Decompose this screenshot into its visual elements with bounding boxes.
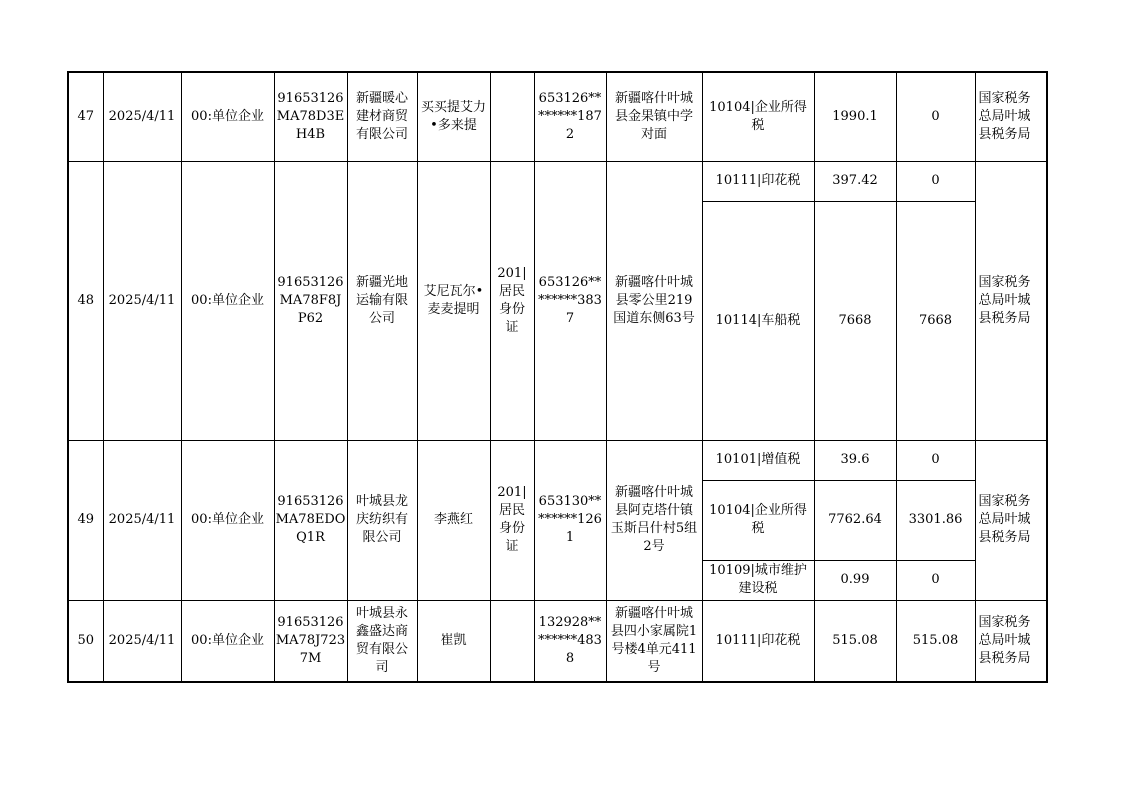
id-number-cell: 653130********1261	[534, 440, 606, 600]
taxpayer-type-cell: 00:单位企业	[181, 440, 274, 600]
row-number: 50	[68, 600, 103, 682]
tax-amount-cell: 7762.64	[814, 480, 896, 560]
tax-amount-cell: 515.08	[814, 600, 896, 682]
date-cell: 2025/4/11	[103, 72, 181, 161]
tax-item-cell: 10111|印花税	[702, 600, 814, 682]
company-name-cell: 叶城县龙庆纺织有限公司	[347, 440, 417, 600]
table-row	[68, 440, 1047, 480]
tax-balance-cell: 0	[896, 560, 975, 600]
tax-amount-cell: 1990.1	[814, 72, 896, 161]
company-name-cell: 叶城县永鑫盛达商贸有限公司	[347, 600, 417, 682]
address-cell: 新疆喀什叶城县阿克塔什镇玉斯吕什村5组2号	[606, 440, 702, 600]
tax-item-cell: 10101|增值税	[702, 440, 814, 480]
row-number: 48	[68, 161, 103, 440]
tax-item-cell: 10104|企业所得税	[702, 72, 814, 161]
credit-code-cell: 91653126MA78F8JP62	[274, 161, 347, 440]
taxpayer-type-cell: 00:单位企业	[181, 72, 274, 161]
tax-arrears-table	[67, 71, 1048, 683]
id-number-cell: 653126********1872	[534, 72, 606, 161]
address-cell: 新疆喀什叶城县四小家属院1号楼4单元411号	[606, 600, 702, 682]
tax-item-cell: 10111|印花税	[702, 161, 814, 201]
row-number: 49	[68, 440, 103, 600]
tax-authority-cell: 国家税务总局叶城县税务局	[975, 440, 1047, 600]
tax-amount-cell: 39.6	[814, 440, 896, 480]
row-number: 47	[68, 72, 103, 161]
table-body	[68, 72, 1047, 682]
tax-amount-cell: 0.99	[814, 560, 896, 600]
tax-amount-cell: 7668	[814, 201, 896, 440]
address-cell: 新疆喀什叶城县零公里219国道东侧63号	[606, 161, 702, 440]
date-cell: 2025/4/11	[103, 600, 181, 682]
credit-code-cell: 91653126MA78D3EH4B	[274, 72, 347, 161]
id-number-cell: 132928********4838	[534, 600, 606, 682]
tax-authority-cell: 国家税务总局叶城县税务局	[975, 72, 1047, 161]
legal-representative-cell: 艾尼瓦尔•麦麦提明	[417, 161, 490, 440]
date-cell: 2025/4/11	[103, 440, 181, 600]
taxpayer-type-cell: 00:单位企业	[181, 161, 274, 440]
address-cell: 新疆喀什叶城县金果镇中学对面	[606, 72, 702, 161]
tax-item-cell: 10109|城市维护建设税	[702, 560, 814, 600]
tax-authority-cell: 国家税务总局叶城县税务局	[975, 600, 1047, 682]
tax-item-cell: 10104|企业所得税	[702, 480, 814, 560]
tax-item-cell: 10114|车船税	[702, 201, 814, 440]
taxpayer-type-cell: 00:单位企业	[181, 600, 274, 682]
id-type-cell	[490, 72, 534, 161]
table-row	[68, 72, 1047, 161]
tax-balance-cell: 515.08	[896, 600, 975, 682]
company-name-cell: 新疆暖心建材商贸有限公司	[347, 72, 417, 161]
tax-balance-cell: 0	[896, 161, 975, 201]
legal-representative-cell: 李燕红	[417, 440, 490, 600]
id-number-cell: 653126********3837	[534, 161, 606, 440]
tax-authority-cell: 国家税务总局叶城县税务局	[975, 161, 1047, 440]
id-type-cell: 201|居民身份证	[490, 161, 534, 440]
tax-balance-cell: 3301.86	[896, 480, 975, 560]
tax-balance-cell: 0	[896, 72, 975, 161]
id-type-cell	[490, 600, 534, 682]
tax-amount-cell: 397.42	[814, 161, 896, 201]
table-row	[68, 600, 1047, 682]
tax-balance-cell: 0	[896, 440, 975, 480]
legal-representative-cell: 崔凯	[417, 600, 490, 682]
id-type-cell: 201|居民身份证	[490, 440, 534, 600]
credit-code-cell: 91653126MA78EDOQ1R	[274, 440, 347, 600]
table-row	[68, 161, 1047, 201]
legal-representative-cell: 买买提艾力•多来提	[417, 72, 490, 161]
date-cell: 2025/4/11	[103, 161, 181, 440]
company-name-cell: 新疆光地运输有限公司	[347, 161, 417, 440]
tax-balance-cell: 7668	[896, 201, 975, 440]
credit-code-cell: 91653126MA78J7237M	[274, 600, 347, 682]
